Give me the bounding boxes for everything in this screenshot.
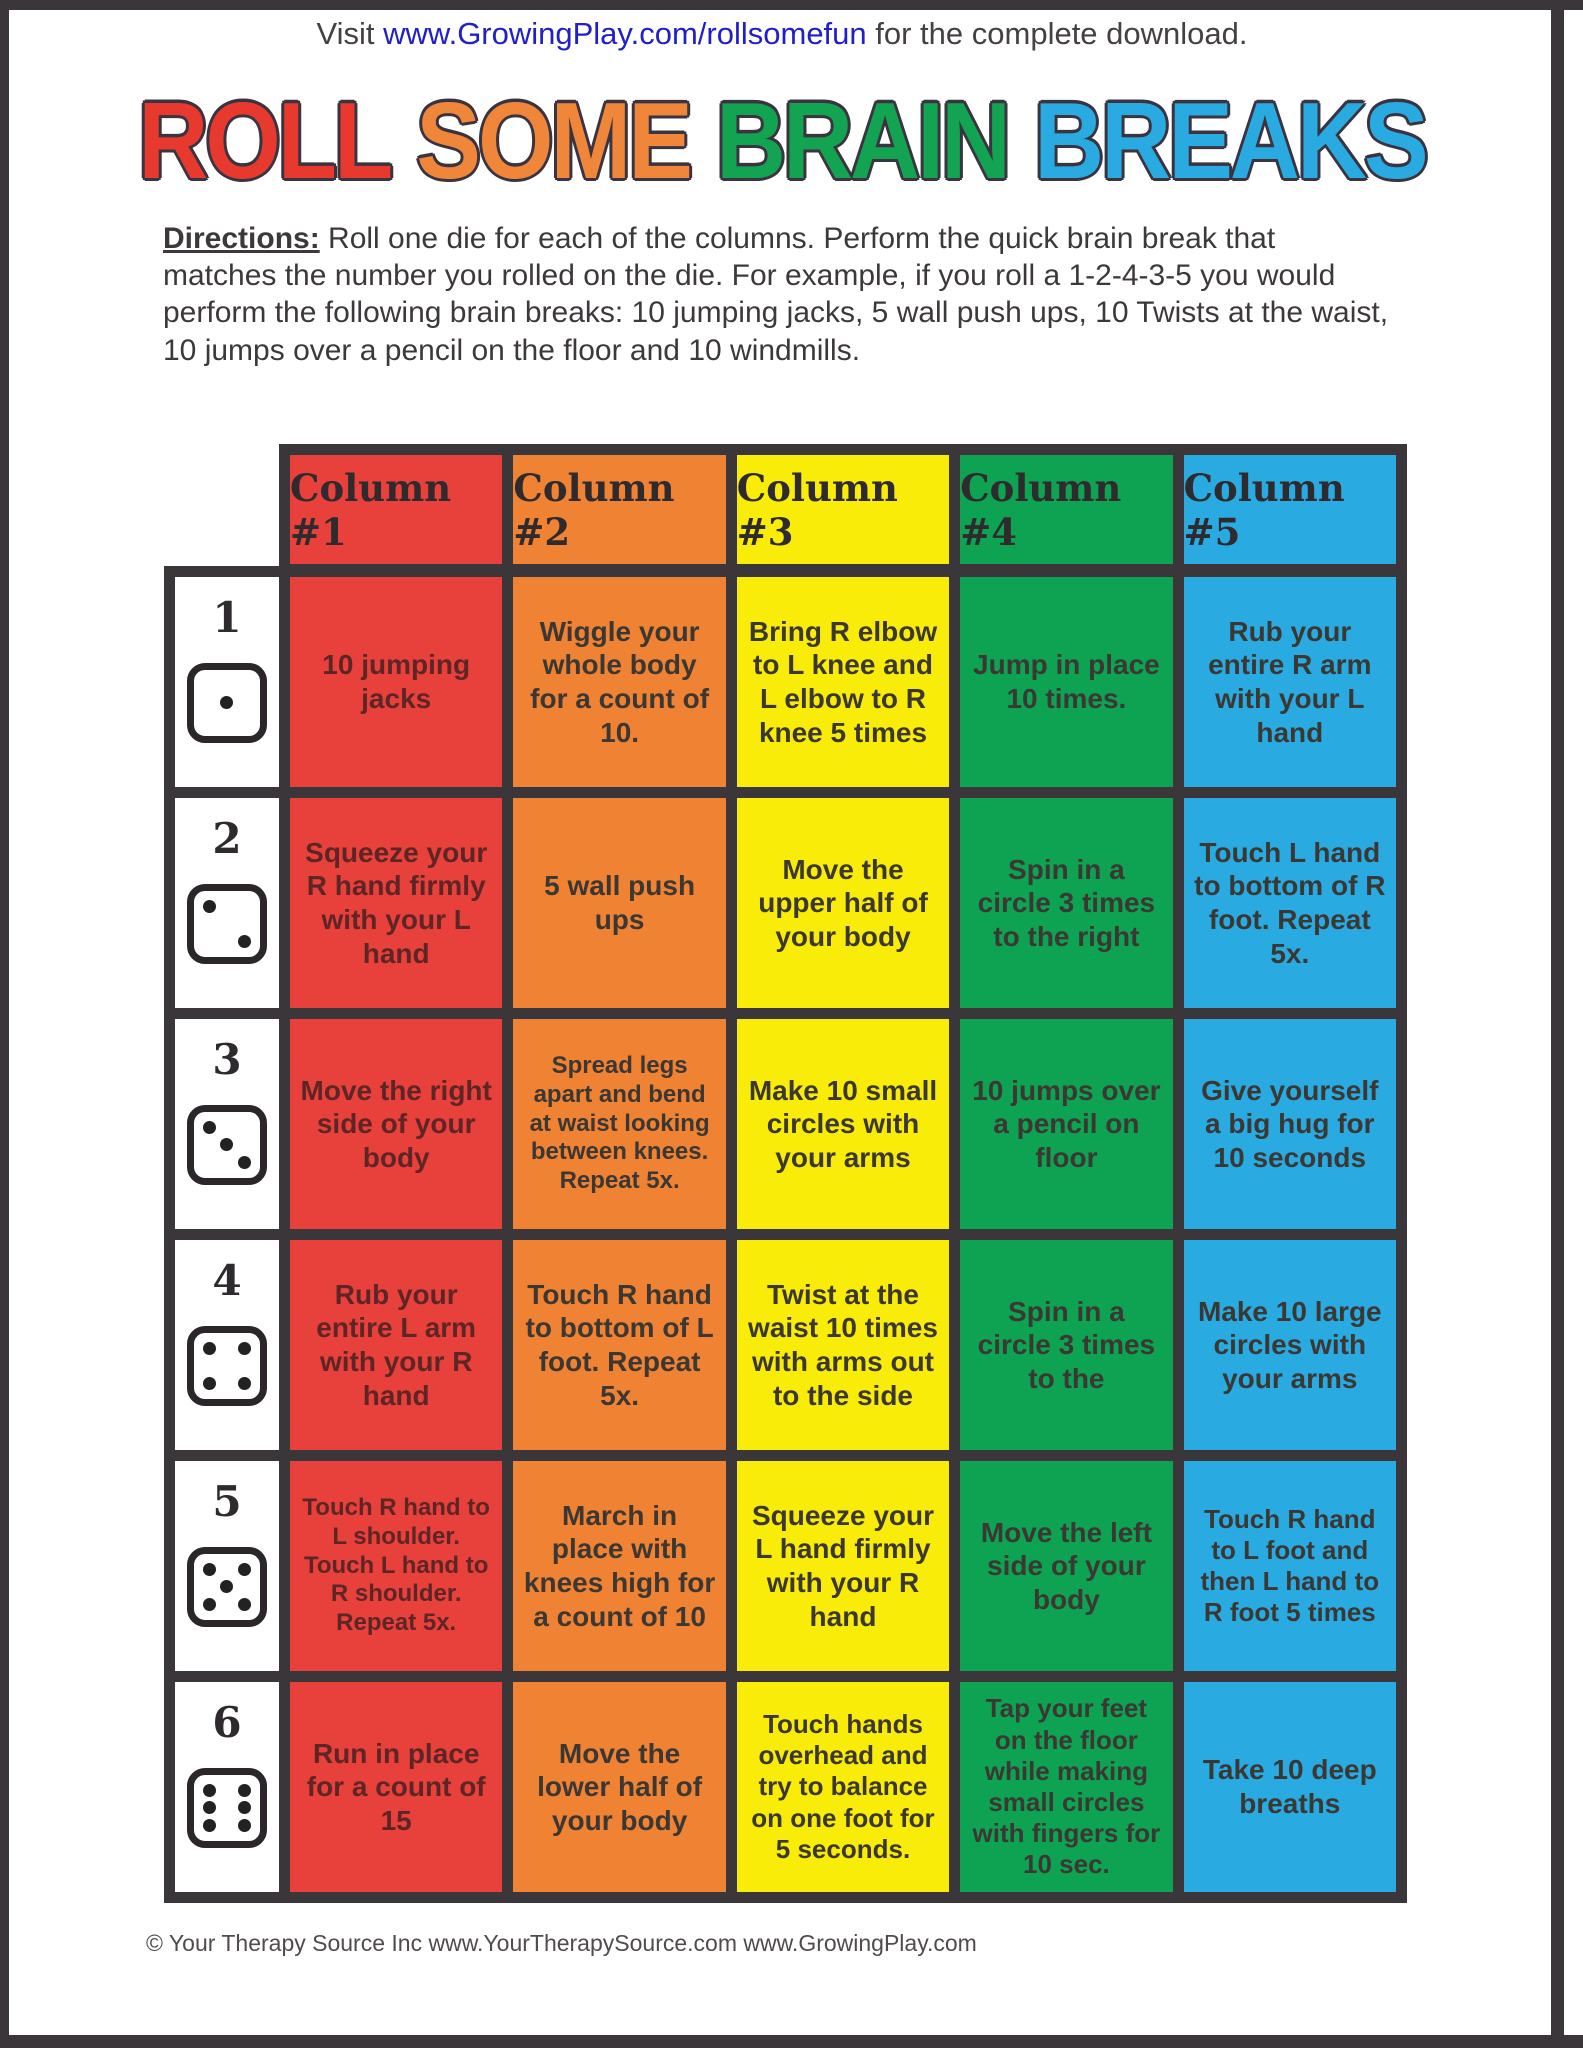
activity-cell-r4c2: Touch R hand to bottom of L foot. Repeat 5x. — [513, 1240, 725, 1450]
die-number-2: 2 — [212, 814, 242, 863]
top-note-prefix: Visit — [316, 16, 384, 51]
activity-cell-r4c1: Rub your entire L arm with your R hand — [290, 1240, 502, 1450]
brain-breaks-table — [164, 566, 1407, 1903]
directions-text: Roll one die for each of the columns. Perform the quick brain break that matches the number you rolled on the die. For example, if you roll a 1-2-4-3-5 you would perform the following brain breaks: 10 jumping jacks, 5 wall push ups, 10 Twists at the waist, 10 jumps over a pencil on the floor and 10 windmills. — [163, 222, 1389, 367]
activity-cell-r6c3: Touch hands overhead and try to balance on one foot for 5 seconds. — [737, 1682, 949, 1892]
die-pip — [220, 1138, 233, 1151]
top-note-suffix: for the complete download. — [866, 16, 1248, 51]
activity-cell-r1c2: Wiggle your whole body for a count of 10. — [513, 577, 725, 787]
directions-label: Directions: — [163, 222, 320, 255]
die-cell-4 — [175, 1240, 279, 1450]
die-pip — [238, 1784, 251, 1797]
activity-cell-r2c4: Spin in a circle 3 times to the right — [960, 798, 1172, 1008]
page-edge-right — [1551, 0, 1564, 2048]
column-header-3: Column #3 — [737, 455, 949, 564]
page-edge-top — [0, 0, 1583, 10]
die-pip — [220, 1580, 233, 1593]
die-pip — [203, 1801, 216, 1814]
activity-cell-r6c1: Run in place for a count of 15 — [290, 1682, 502, 1892]
die-cell-6 — [175, 1682, 279, 1892]
activity-cell-r5c3: Squeeze your L hand firmly with your R hand — [737, 1461, 949, 1671]
download-link[interactable]: www.GrowingPlay.com/rollsomefun — [383, 16, 867, 51]
top-note — [0, 16, 1564, 52]
die-pip — [238, 1377, 251, 1390]
title-word-brain: BRAIN — [715, 79, 1009, 202]
die-pip — [238, 935, 251, 948]
activity-cell-r3c2: Spread legs apart and bend at waist looking between knees. Repeat 5x. — [513, 1019, 725, 1229]
directions — [163, 220, 1391, 369]
die-number-4: 4 — [212, 1256, 242, 1305]
die-pip — [203, 1784, 216, 1797]
activity-cell-r3c1: Move the right side of your body — [290, 1019, 502, 1229]
die-pip — [203, 1598, 216, 1611]
die-pip — [238, 1563, 251, 1576]
die-cell-2 — [175, 798, 279, 1008]
die-icon-6 — [187, 1768, 267, 1848]
die-icon-1 — [187, 663, 267, 743]
die-pip — [203, 1563, 216, 1576]
die-pip — [238, 1801, 251, 1814]
title-word-breaks: BREAKS — [1034, 79, 1426, 202]
die-pip — [203, 1342, 216, 1355]
title-word-some: SOME — [416, 79, 690, 202]
die-number-3: 3 — [212, 1035, 242, 1084]
activity-cell-r2c2: 5 wall push ups — [513, 798, 725, 1008]
die-cell-5 — [175, 1461, 279, 1671]
die-number-1: 1 — [212, 593, 242, 642]
activity-cell-r5c2: March in place with knees high for a count of 10 — [513, 1461, 725, 1671]
activity-cell-r5c1: Touch R hand to L shoulder. Touch L hand to R shoulder. Repeat 5x. — [290, 1461, 502, 1671]
page-edge-left — [0, 0, 9, 2048]
column-header-5: Column #5 — [1184, 455, 1396, 564]
column-header-row — [279, 444, 1407, 575]
die-cell-1 — [175, 577, 279, 787]
activity-cell-r3c4: 10 jumps over a pencil on floor — [960, 1019, 1172, 1229]
die-cell-3 — [175, 1019, 279, 1229]
die-pip — [238, 1156, 251, 1169]
activity-cell-r6c5: Take 10 deep breaths — [1184, 1682, 1396, 1892]
page-edge-bottom — [0, 2035, 1583, 2048]
die-pip — [238, 1598, 251, 1611]
activity-cell-r4c5: Make 10 large circles with your arms — [1184, 1240, 1396, 1450]
column-header-1: Column #1 — [290, 455, 502, 564]
die-icon-3 — [187, 1105, 267, 1185]
column-header-2: Column #2 — [513, 455, 725, 564]
activity-cell-r5c4: Move the left side of your body — [960, 1461, 1172, 1671]
copyright-footer: © Your Therapy Source Inc www.YourTherapySource.com www.GrowingPlay.com — [146, 1930, 977, 1956]
activity-cell-r4c4: Spin in a circle 3 times to the — [960, 1240, 1172, 1450]
activity-cell-r2c5: Touch L hand to bottom of R foot. Repeat 5x. — [1184, 798, 1396, 1008]
die-pip — [203, 1819, 216, 1832]
activity-cell-r5c5: Touch R hand to L foot and then L hand to R foot 5 times — [1184, 1461, 1396, 1671]
die-pip — [203, 1377, 216, 1390]
activity-cell-r1c1: 10 jumping jacks — [290, 577, 502, 787]
die-icon-4 — [187, 1326, 267, 1406]
activity-cell-r4c3: Twist at the waist 10 times with arms out to the side — [737, 1240, 949, 1450]
activity-cell-r2c3: Move the upper half of your body — [737, 798, 949, 1008]
page-title — [0, 79, 1564, 202]
column-header-4: Column #4 — [960, 455, 1172, 564]
die-pip — [238, 1819, 251, 1832]
die-icon-2 — [187, 884, 267, 964]
die-pip — [238, 1342, 251, 1355]
die-icon-5 — [187, 1547, 267, 1627]
activity-cell-r6c2: Move the lower half of your body — [513, 1682, 725, 1892]
activity-cell-r6c4: Tap your feet on the floor while making small circles with fingers for 10 sec. — [960, 1682, 1172, 1892]
activity-cell-r3c3: Make 10 small circles with your arms — [737, 1019, 949, 1229]
die-pip — [203, 900, 216, 913]
die-number-5: 5 — [212, 1477, 242, 1526]
activity-cell-r2c1: Squeeze your R hand firmly with your L hand — [290, 798, 502, 1008]
activity-cell-r3c5: Give yourself a big hug for 10 seconds — [1184, 1019, 1396, 1229]
activity-cell-r1c5: Rub your entire R arm with your L hand — [1184, 577, 1396, 787]
activity-cell-r1c4: Jump in place 10 times. — [960, 577, 1172, 787]
die-pip — [220, 696, 233, 709]
title-word-roll: ROLL — [138, 79, 391, 202]
die-number-6: 6 — [212, 1698, 242, 1747]
die-pip — [203, 1121, 216, 1134]
activity-cell-r1c3: Bring R elbow to L knee and L elbow to R knee 5 times — [737, 577, 949, 787]
